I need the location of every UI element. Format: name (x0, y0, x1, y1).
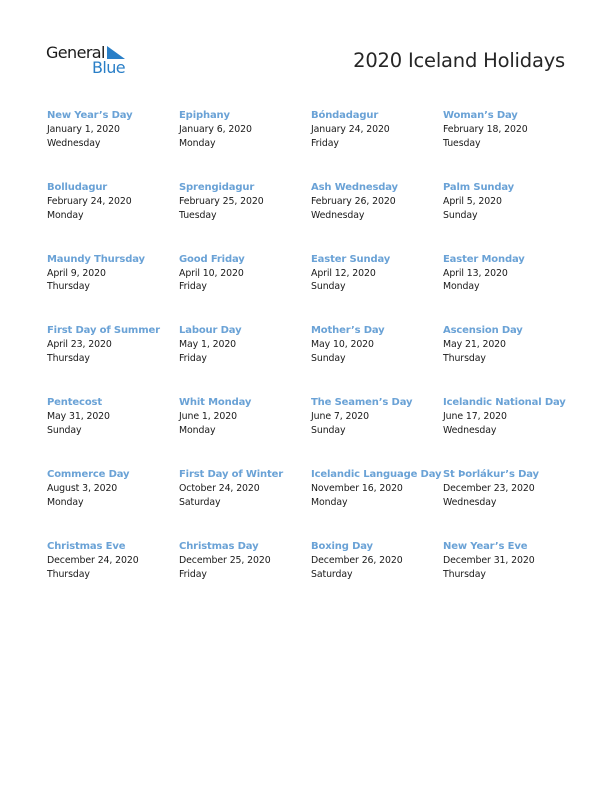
holiday-name: Icelandic National Day (443, 397, 566, 409)
holiday-weekday: Tuesday (443, 137, 481, 149)
holiday-date: May 10, 2020 (311, 339, 374, 351)
holiday-date: April 23, 2020 (47, 339, 112, 351)
holiday-name: New Year’s Eve (443, 540, 528, 552)
holiday-weekday: Friday (179, 353, 207, 365)
holiday-name: New Year’s Day (47, 110, 133, 121)
holiday-entry (311, 540, 443, 612)
holiday-weekday: Monday (47, 209, 84, 221)
holiday-date: April 5, 2020 (443, 195, 502, 207)
holiday-entry (311, 468, 443, 540)
logo (46, 44, 136, 80)
holiday-date: June 1, 2020 (179, 411, 237, 423)
holiday-name: Ash Wednesday (311, 181, 398, 193)
holiday-entry (311, 109, 443, 181)
holiday-weekday: Wednesday (47, 137, 101, 149)
holiday-weekday: Wednesday (443, 424, 497, 436)
holiday-weekday: Thursday (443, 353, 486, 365)
holiday-name: Epiphany (179, 110, 230, 121)
holiday-entry (443, 109, 587, 181)
holiday-date: February 18, 2020 (443, 124, 528, 135)
holiday-name: First Day of Summer (47, 325, 160, 337)
holiday-name: Ascension Day (443, 325, 523, 337)
holiday-name: Bóndadagur (311, 110, 379, 121)
holiday-name: Easter Monday (443, 253, 525, 265)
holiday-date: April 10, 2020 (179, 267, 244, 279)
page-title: 2020 Iceland Holidays (353, 49, 565, 72)
holiday-entry (47, 468, 179, 540)
holiday-weekday: Wednesday (311, 209, 365, 221)
holiday-entry (443, 181, 587, 253)
holiday-name: Labour Day (179, 325, 242, 337)
holiday-name: Boxing Day (311, 540, 373, 552)
holiday-date: December 26, 2020 (311, 554, 403, 566)
holiday-entry (443, 468, 587, 540)
holiday-weekday: Sunday (311, 281, 346, 293)
holiday-weekday: Thursday (443, 568, 486, 580)
holiday-name: Sprengidagur (179, 181, 255, 193)
holiday-date: November 16, 2020 (311, 482, 403, 494)
holiday-entry (311, 253, 443, 325)
holiday-date: December 23, 2020 (443, 482, 535, 494)
holiday-weekday: Monday (443, 281, 480, 293)
holiday-entry (311, 181, 443, 253)
holiday-entry (311, 396, 443, 468)
holiday-date: December 31, 2020 (443, 554, 535, 566)
holiday-date: May 21, 2020 (443, 339, 506, 351)
holiday-name: Whit Monday (179, 397, 252, 409)
holiday-grid (47, 109, 587, 612)
holiday-entry (311, 324, 443, 396)
holiday-entry (443, 396, 587, 468)
holiday-entry (179, 324, 311, 396)
holiday-entry (179, 468, 311, 540)
holiday-date: January 6, 2020 (179, 124, 252, 135)
holiday-name: Woman’s Day (443, 110, 518, 121)
logo-word-blue: Blue (92, 58, 126, 77)
holiday-name: Maundy Thursday (47, 253, 145, 265)
holiday-weekday: Monday (179, 137, 216, 149)
holiday-entry (179, 540, 311, 612)
holiday-weekday: Monday (179, 424, 216, 436)
holiday-weekday: Sunday (443, 209, 478, 221)
holiday-name: Christmas Eve (47, 540, 126, 552)
holiday-weekday: Friday (311, 137, 339, 149)
holiday-weekday: Friday (179, 568, 207, 580)
holiday-date: June 17, 2020 (443, 411, 507, 423)
holiday-date: May 31, 2020 (47, 411, 110, 423)
holiday-entry (179, 109, 311, 181)
holiday-date: February 25, 2020 (179, 195, 264, 207)
holiday-date: April 13, 2020 (443, 267, 508, 279)
holiday-weekday: Tuesday (179, 209, 217, 221)
holiday-entry (179, 181, 311, 253)
holiday-date: February 24, 2020 (47, 195, 132, 207)
holiday-name: Palm Sunday (443, 181, 515, 193)
holiday-entry (179, 253, 311, 325)
holiday-name: Icelandic Language Day (311, 468, 442, 480)
holiday-name: St Þorlákur’s Day (443, 468, 539, 480)
holiday-entry (179, 396, 311, 468)
holiday-date: December 25, 2020 (179, 554, 271, 566)
holiday-date: June 7, 2020 (311, 411, 369, 423)
holiday-entry (443, 324, 587, 396)
holiday-name: Pentecost (47, 397, 102, 409)
holiday-date: April 12, 2020 (311, 267, 376, 279)
holiday-weekday: Thursday (47, 353, 90, 365)
holiday-name: Mother’s Day (311, 325, 385, 337)
logo-word-general: General (46, 43, 105, 62)
holiday-name: Commerce Day (47, 468, 130, 480)
holiday-name: Bolludagur (47, 181, 108, 193)
holiday-entry (47, 324, 179, 396)
holiday-date: May 1, 2020 (179, 339, 237, 351)
holiday-date: December 24, 2020 (47, 554, 139, 566)
holiday-date: February 26, 2020 (311, 195, 396, 207)
holiday-date: April 9, 2020 (47, 267, 106, 279)
holiday-entry (47, 109, 179, 181)
holiday-weekday: Monday (47, 496, 84, 508)
holiday-weekday: Saturday (179, 496, 221, 508)
holiday-weekday: Saturday (311, 568, 353, 580)
holiday-entry (47, 181, 179, 253)
holiday-name: Good Friday (179, 253, 245, 265)
holiday-weekday: Thursday (47, 281, 90, 293)
holiday-entry (443, 253, 587, 325)
holiday-name: First Day of Winter (179, 468, 284, 480)
holiday-weekday: Wednesday (443, 496, 497, 508)
holiday-weekday: Sunday (311, 424, 346, 436)
holiday-weekday: Sunday (47, 424, 82, 436)
holiday-weekday: Friday (179, 281, 207, 293)
holiday-name: The Seamen’s Day (311, 397, 413, 409)
holiday-entry (47, 396, 179, 468)
holiday-weekday: Sunday (311, 353, 346, 365)
holiday-entry (443, 540, 587, 612)
holiday-date: January 1, 2020 (47, 124, 120, 135)
holiday-weekday: Monday (311, 496, 348, 508)
holiday-date: October 24, 2020 (179, 482, 260, 494)
holiday-date: January 24, 2020 (311, 124, 390, 135)
holiday-name: Easter Sunday (311, 253, 391, 265)
holiday-entry (47, 540, 179, 612)
holiday-weekday: Thursday (47, 568, 90, 580)
holiday-entry (47, 253, 179, 325)
holiday-name: Christmas Day (179, 540, 259, 552)
holiday-date: August 3, 2020 (47, 482, 118, 494)
